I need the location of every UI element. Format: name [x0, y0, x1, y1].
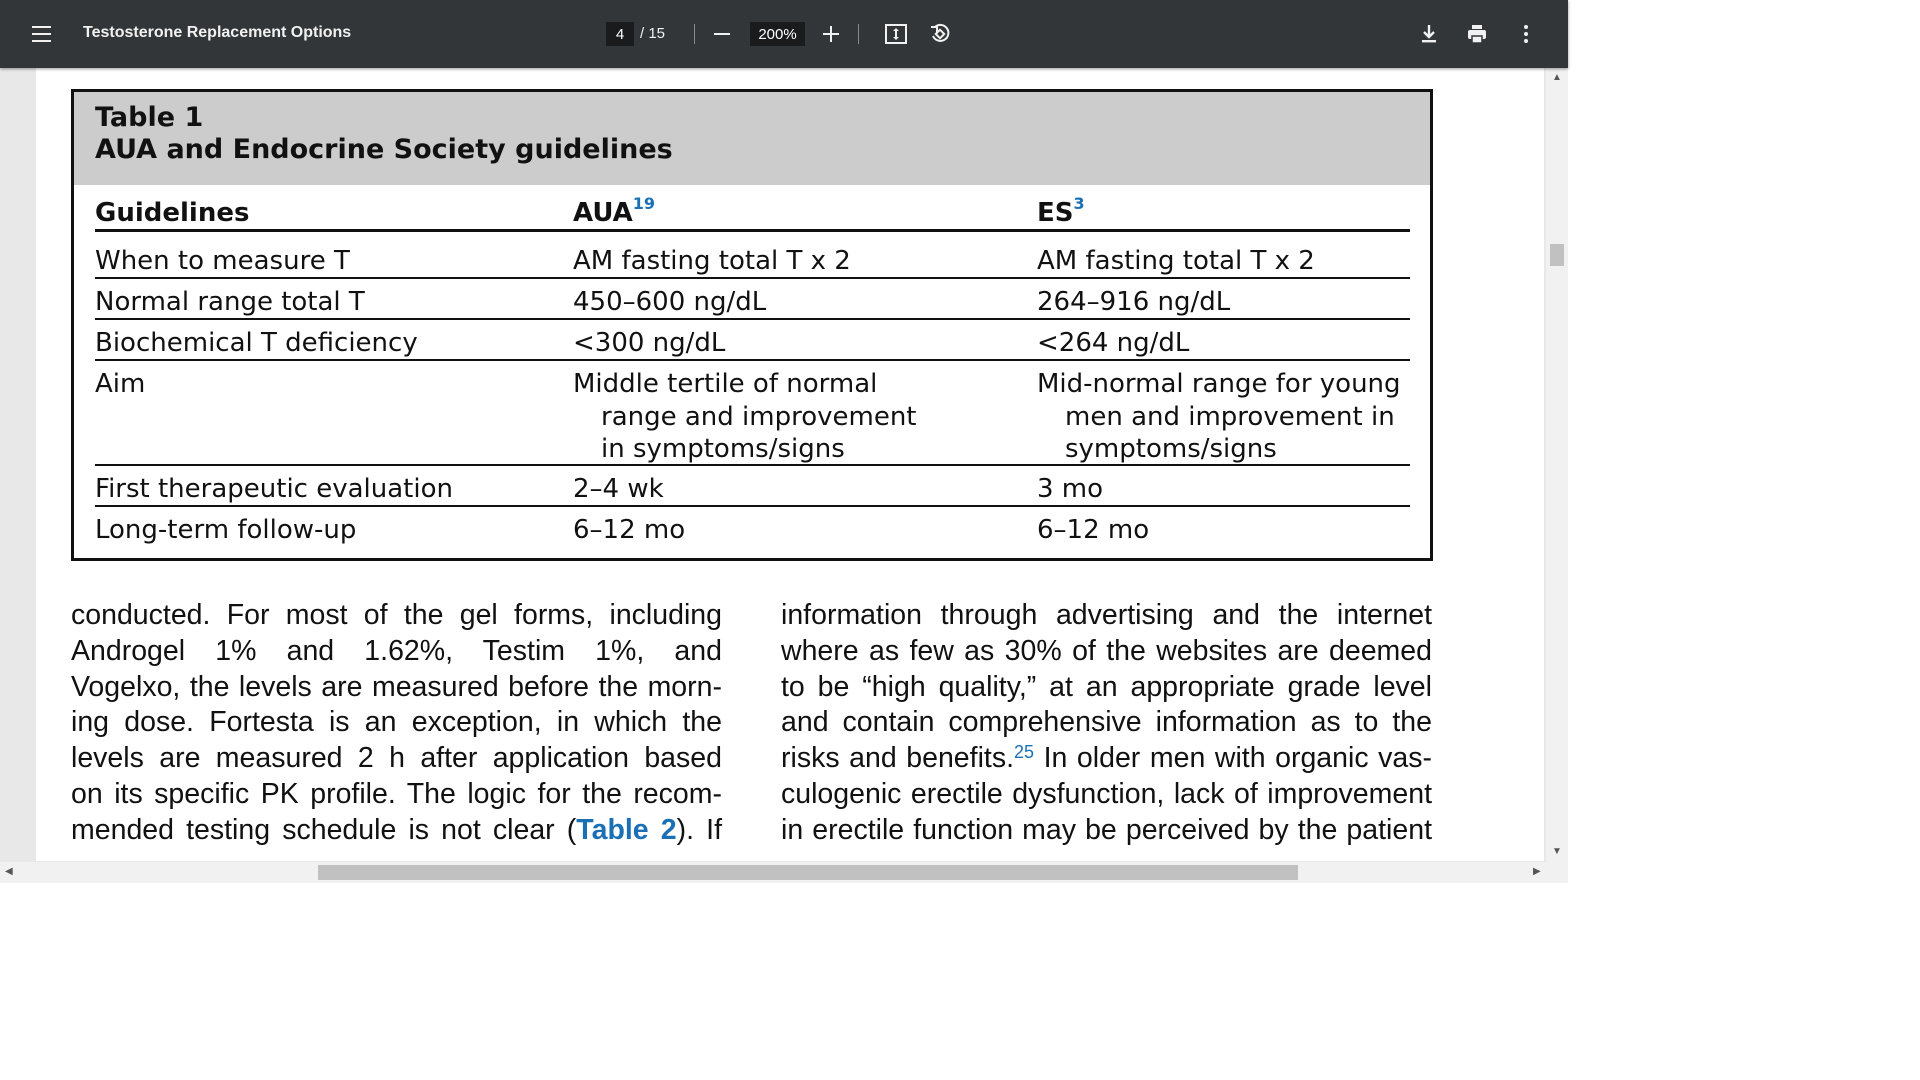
- menu-icon[interactable]: [28, 20, 56, 48]
- paragraph-line: in erectile function may be perceived by the patient: [781, 813, 1432, 846]
- paragraph-line: levels are measured 2 h after application based: [71, 742, 722, 775]
- row-label: First therapeutic evaluation: [95, 474, 453, 504]
- column-header-guidelines: Guidelines: [95, 198, 250, 228]
- column-header-es: ES$^3$: [1037, 194, 1085, 228]
- rotate-icon[interactable]: [928, 22, 952, 46]
- es-cell: 264–916 ng/dL: [1037, 287, 1231, 317]
- es-reference[interactable]: 3: [1073, 194, 1085, 213]
- aua-cell: 6–12 mo: [573, 515, 686, 545]
- paragraph-line: and contain comprehensive information as to the: [781, 706, 1432, 739]
- paragraph-line: on its specific PK profile. The logic for the recom-: [71, 777, 722, 810]
- es-cell: 6–12 mo: [1037, 515, 1150, 545]
- toolbar-divider: [858, 24, 859, 44]
- aua-cell: in symptoms/signs: [601, 434, 845, 464]
- body-column-left: [71, 598, 722, 849]
- scroll-left-arrow-icon[interactable]: ◀: [5, 866, 13, 877]
- paragraph-line: information through advertising and the internet: [781, 599, 1432, 631]
- paragraph-line: risks and benefits.$^{25}$ In older men with organic vas-: [781, 742, 1432, 775]
- paragraph-line: where as few as 30% of the websites are deemed: [781, 634, 1432, 667]
- pdf-page: [36, 68, 1544, 861]
- aua-cell: 2–4 wk: [573, 474, 664, 504]
- left-text-lines: [71, 598, 722, 813]
- vertical-scrollbar[interactable]: [1546, 68, 1568, 862]
- fit-page-icon[interactable]: [884, 22, 908, 46]
- table-2-link[interactable]: Table 2: [576, 813, 677, 846]
- page-total: / 15: [640, 25, 666, 42]
- header-rule: [95, 229, 1410, 232]
- aua-reference[interactable]: 19: [632, 194, 656, 213]
- zoom-level-input[interactable]: 200%: [750, 22, 805, 46]
- body-column-right: [781, 598, 1432, 849]
- aua-cell: Middle tertile of normal: [573, 369, 878, 399]
- es-cell: 3 mo: [1037, 474, 1104, 504]
- table-header-band: [74, 92, 1430, 185]
- paragraph-line: to be “high quality,” at an appropriate grade level: [781, 670, 1432, 703]
- paragraph-line: conducted. For most of the gel forms, including: [71, 599, 722, 631]
- zoom-in-icon[interactable]: [821, 24, 841, 44]
- paragraph-line: Vogelxo, the levels are measured before the morn-: [71, 670, 722, 703]
- paragraph-line: mended testing schedule is not clear (Table 2). If: [71, 813, 722, 846]
- row-label: Normal range total T: [95, 287, 365, 317]
- row-rule: [95, 505, 1410, 507]
- row-rule: [95, 277, 1410, 279]
- paragraph-line: ing dose. Fortesta is an exception, in which the: [71, 706, 722, 739]
- print-icon[interactable]: [1465, 22, 1489, 46]
- es-cell: <264 ng/dL: [1037, 328, 1190, 358]
- es-cell: AM fasting total T x 2: [1037, 246, 1315, 276]
- column-header-aua: AUA$^{19}$: [573, 194, 656, 228]
- page-number-input[interactable]: 4: [606, 22, 634, 46]
- right-text-lines: [781, 598, 1432, 741]
- toolbar-divider: [694, 24, 695, 44]
- document-viewer: [0, 68, 1568, 883]
- citation-25-link[interactable]: 25: [1014, 742, 1035, 763]
- row-label: Biochemical T deficiency: [95, 328, 418, 358]
- row-rule: [95, 464, 1410, 466]
- vertical-scrollbar-thumb[interactable]: [1550, 244, 1564, 266]
- scroll-right-arrow-icon[interactable]: ▶: [1533, 866, 1541, 877]
- aua-cell: AM fasting total T x 2: [573, 246, 851, 276]
- row-rule: [95, 359, 1410, 361]
- guidelines-table: [71, 89, 1433, 561]
- es-cell: symptoms/signs: [1065, 434, 1277, 464]
- scroll-down-arrow-icon[interactable]: ▼: [1552, 846, 1562, 857]
- pdf-toolbar: [0, 0, 1568, 68]
- row-label: Long-term follow-up: [95, 515, 357, 545]
- more-options-icon[interactable]: [1514, 22, 1538, 46]
- zoom-out-icon[interactable]: [712, 24, 732, 44]
- document-title: Testosterone Replacement Options: [83, 24, 352, 41]
- paragraph-line: Androgel 1% and 1.62%, Testim 1%, and: [71, 634, 722, 667]
- table-title: AUA and Endocrine Society guidelines: [95, 134, 673, 165]
- scroll-up-arrow-icon[interactable]: ▲: [1552, 72, 1562, 83]
- horizontal-scrollbar-thumb[interactable]: [318, 865, 1298, 880]
- aua-cell: range and improvement: [601, 401, 917, 432]
- table-number: Table 1: [95, 102, 204, 133]
- aua-cell: 450–600 ng/dL: [573, 287, 767, 317]
- right-text-tail: [781, 777, 1432, 849]
- row-label: When to measure T: [95, 246, 350, 276]
- es-cell: Mid-normal range for young: [1037, 369, 1401, 399]
- paragraph-line: culogenic erectile dysfunction, lack of improvement: [781, 777, 1432, 810]
- es-cell: men and improvement in: [1065, 401, 1395, 432]
- row-rule: [95, 318, 1410, 320]
- row-label: Aim: [95, 369, 146, 399]
- download-icon[interactable]: [1417, 22, 1441, 46]
- aua-cell: <300 ng/dL: [573, 328, 726, 358]
